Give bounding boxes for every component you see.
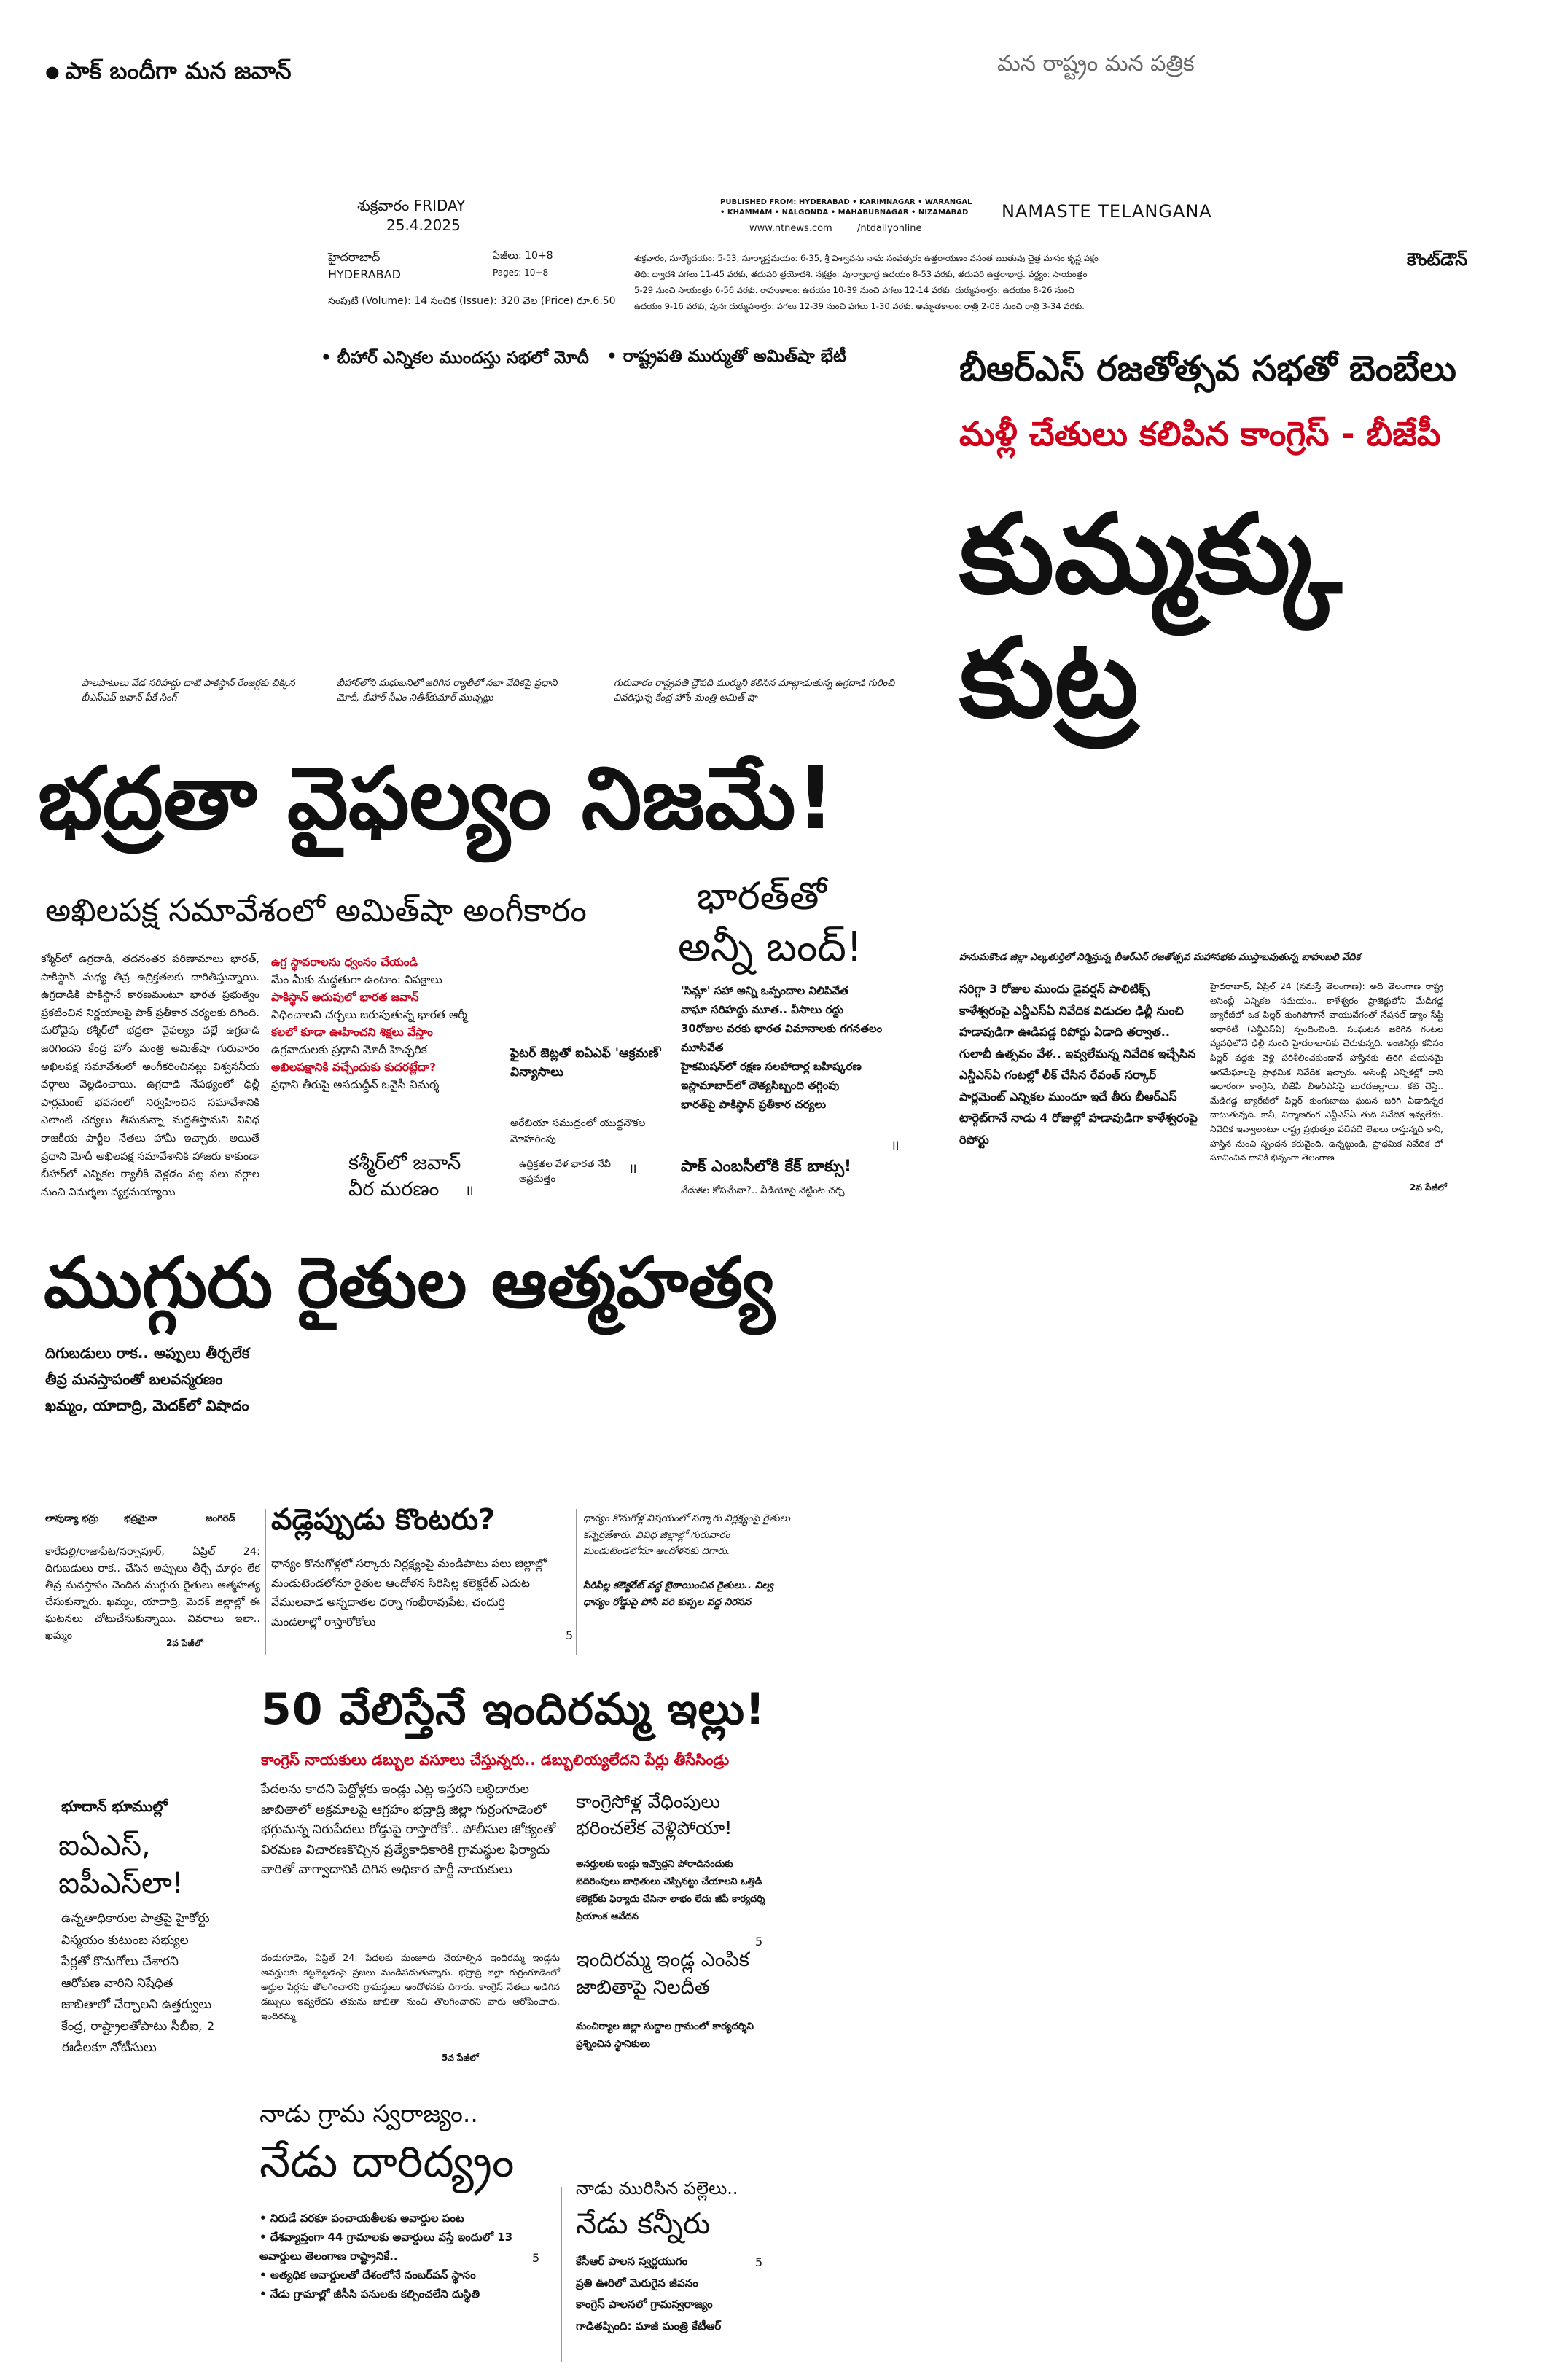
published-from-2: • KHAMMAM • NALGONDA • MAHABUBNAGAR • NIZAMABAD — [720, 208, 969, 216]
victim-name: లావుడ్యా భద్రు — [45, 1513, 99, 1524]
lower-left-jump[interactable]: 2వ పేజీలో — [166, 1638, 203, 1648]
indiramma-headline: 50 వేలిస్తేనే ఇందిరమ్మ ఇల్లు! — [261, 1684, 766, 1735]
villages-line: ప్రతి ఊరిలో మెరుగైన జీవనం — [576, 2276, 698, 2290]
bharat-headline-2: అన్నీ బంద్! — [678, 924, 863, 971]
countdown-label: కౌంట్‌డౌన్ — [1407, 249, 1468, 270]
almanac — [634, 250, 1232, 314]
villages-line: కాంగ్రెస్ పాలనలో గ్రామస్వరాజ్యం — [576, 2298, 713, 2311]
fighter-note: ఉద్రిక్తతల వేళ భారత నేవీ అప్రమత్తం — [519, 1159, 611, 1185]
city-en: HYDERABAD — [328, 268, 401, 281]
lead-subhead: మళ్లీ చేతులు కలిపిన కాంగ్రెస్ - బీజేపీ — [959, 414, 1441, 453]
bharat-point: భారత్‌పై పాకిస్థాన్ ప్రతీకార చర్యలు — [681, 1098, 827, 1111]
paper-name: NAMASTE TELANGANA — [1002, 201, 1212, 222]
paddy-right-bold: సిరిసిల్ల కలెక్టరేట్ వద్ద బైఠాయించిన రైతులు.. నిల్వ ధాన్యం రోడ్డుపై పోసి వరి కుప్పల వద్ద నిరసన — [583, 1580, 773, 1608]
gram-bullet: • నిరుడే వరకూ పంచాయతీలకు అవార్డుల పంట — [260, 2209, 551, 2228]
column-divider — [576, 1509, 577, 1655]
victim-name: జంగిరెడ్ — [206, 1513, 236, 1524]
paddy-headline: వడ్లెప్పుడు కొంటరు? — [271, 1503, 496, 1537]
index-item[interactable]: • రాష్ట్రపతి ముర్ముతో అమిత్‌షా భేటీ — [606, 347, 846, 370]
lead-col1: సరిగ్గా 3 రోజుల ముందు డైవర్షన్ పాలిటిక్స్ కాళేశ్వరంపై ఎన్డీఎస్‌ఏ నివేదిక విడుదల ఢిల్లీ నుంచి హడావుడిగా ఊడిపడ్డ రిపోర్టు ఏడాది తర్వాత.. గులాబీ ఉత్సవం వేళ.. ఇవ్వలేమన్న నివేదిక ఇచ్చేసిన ఎన్డీఎస్‌ఏ గంటల్లో లీక్ చేసిన రేవంత్ సర్కార్ పార్లమెంట్ ఎన్నికల ముందూ ఇదే తీరు బీఆర్‌ఎస్ టార్గెట్‌గానే నాడు 4 రోజుల్లో హడావుడిగా కాళేశ్వరంపై రిపోర్టు — [959, 982, 1198, 1147]
mid-line: ప్రధాని తీరుపై అసదుద్దీన్ ఒవైసీ విమర్శ — [271, 1078, 440, 1091]
page-ref: 2 — [207, 2019, 215, 2033]
page-ref: 5 — [566, 1628, 574, 1642]
security-headline: భద్రతా వైఫల్యం నిజమే! — [38, 748, 835, 848]
masthead-tagline: మన రాష్ట్రం మన పత్రిక — [997, 51, 1195, 77]
indiramma-body-small: దండుగూడెం, ఏప్రిల్ 24: పేదలకు మంజూరు చేయాల్సిన ఇందిరమ్మ ఇండ్లను అనర్హులకు కట్టబెట్టడంపై ప్రజలు మండిపడుతున్నారు. భద్రాద్రి జిల్లా గుర్రంగూడెంలో అర్హుల పేర్లను తొలగించారని గ్రామస్థులు ఆందోళనకు దిగారు. కాంగ్రెస్ నేతలు అడిగిన డబ్బులు ఇవ్వలేదని తమను జాబితా నుంచి తొలగించారని వారు ఆరోపించారు. ఇందిరమ్మ — [261, 1952, 560, 2021]
farmers-headline: ముగ్గురు రైతుల ఆత్మహత్య — [44, 1242, 775, 1324]
almanac-line: తిథి: ద్వాదశి పగలు 11-45 వరకు, తదుపరి త్రయోదశి. నక్షత్రం: పూర్వాభాద్ర ఉదయం 8-53 వరకు, తదుపరి ఉత్తరాభాద్ర. వర్జ్యం: సాయంత్రం — [634, 269, 1088, 279]
indiramma-right-body: అనర్హులకు ఇండ్లు ఇవ్వొద్దని పోరాడినందుకు బెదిరింపులు బాధితులు చెప్పినట్టు చేయాలని ఒత్తిడి కలెక్టర్‌కు ఫిర్యాదు చేసినా లాభం లేదు జీపీ కార్యదర్శి ప్రియాంక ఆవేదన — [576, 1859, 765, 1922]
farmers-sub: తీవ్ర మనస్తాపంతో బలవన్మరణం — [45, 1370, 223, 1388]
paddy-right-intro: ధాన్యం కొనుగోళ్ల విషయంలో సర్కారు నిర్లక్ష్యంపై రైతులు కన్నెర్రజేశారు. వివిధ జిల్లాల్లో గురువారం మండుటెండలోనూ ఆందోళనకు దిగారు. — [583, 1513, 790, 1558]
farmers-sub: దిగుబడులు రాక.. అప్పులు తీర్చలేక — [45, 1344, 250, 1362]
lead-kicker: బీఆర్‌ఎస్ రజతోత్సవ సభతో బెంబేలు — [959, 348, 1456, 389]
page-ref: II — [892, 1139, 900, 1152]
villages-line: కేసీఆర్ పాలన స్వర్ణయుగం — [576, 2255, 688, 2268]
page-ref: 5 — [755, 1935, 763, 1948]
bhoodan-body: ఉన్నతాధికారుల పాత్రపై హైకోర్టు విస్మయం కుటుంబ సభ్యుల పేర్లతో కొనుగోలు చేశారని ఆరోపణ వారిని నిషేధిత జాబితాలో చేర్చాలని ఉత్తర్వులు కేంద్ర, రాష్ట్రాలతోపాటు సీబీఐ, ఈడీలకూ నోటీసులు — [61, 1911, 212, 2055]
volume-line: సంపుటి (Volume): 14 సంచిక (Issue): 320 వెల (Price) రూ.6.50 — [328, 295, 616, 307]
bharat-points — [681, 981, 900, 1114]
fighter-body: అరేబియా సముద్రంలో యుద్ధనౌకల మోహరింపు — [510, 1117, 646, 1145]
lead-photo-caption: హనుమకొండ జిల్లా ఎల్కతుర్తిలో నిర్మిస్తున్న బీఆర్‌ఎస్ రజతోత్సవ మహాసభకు ముస్తాబవుతున్న బాహుబలి వేదిక — [959, 952, 1361, 963]
fighter-head: ఫైటర్ జెట్లతో ఐఏఎఫ్ 'ఆక్రమణ్' విన్యాసాలు — [510, 1046, 663, 1080]
pak-embassy-sub: వేడుకల కోసమేనా?.. వీడియోపై నెట్టింట చర్చ — [681, 1185, 845, 1196]
social-handle[interactable]: /ntdailyonline — [857, 223, 922, 234]
bhoodan-kicker: భూదాన్ భూముల్లో — [61, 1798, 168, 1815]
security-middle-col — [271, 953, 504, 1093]
bharat-point: 30రోజుల వరకు భారత విమానాలకు గగనతలం మూసివేత — [681, 1022, 883, 1054]
paddy-body: ధాన్యం కొనుగోళ్లలో సర్కారు నిర్లక్ష్యంపై మండిపాటు పలు జిల్లాల్లో మండుటెండలోనూ రైతుల ఆందోళన సిరిసిల్ల కలెక్టరేట్ ఎదుట వేములవాడ అన్నదాతల ధర్నా గంభీరావుపేట, చందుర్తి మండలాల్లో రాస్తారోకోలు — [271, 1557, 547, 1628]
pak-embassy-head: పాక్ ఎంబసీలోకి కేక్ బాక్సు! — [681, 1158, 852, 1176]
villages-headline: నేడు కన్నీరు — [576, 2207, 711, 2241]
city-te: హైదరాబాద్ — [328, 250, 381, 264]
gram-bullet: • దేశవ్యాప్తంగా 44 గ్రామాలకు అవార్డులు వస్తే ఇందులో 13 అవార్డులు తెలంగాణ రాష్ట్రానికే.. — [260, 2228, 551, 2266]
mid-line: మేం మీకు మద్దతుగా ఉంటాం: విపక్షాలు — [271, 973, 442, 986]
photo-caption: పాలపాటులు వేడ సరిహద్దు దాటి పాకిస్థాన్ రేంజర్లకు చిక్కిన బీఎస్‌ఎఫ్ జవాన్ పీకే సింగ్ — [82, 678, 295, 703]
red-bullet: ఉగ్ర స్థావరాలను ధ్వంసం చేయండి — [271, 956, 418, 969]
page-ref: 5 — [532, 2251, 540, 2265]
page-ref: 5 — [755, 2255, 763, 2269]
security-subhead: అఖిలపక్ష సమావేశంలో అమిత్‌షా అంగీకారం — [45, 892, 587, 929]
indiramma-right2-head: ఇందిరమ్మ ఇండ్ల ఎంపిక జాబితాపై నిలదీత — [576, 1948, 749, 1999]
security-body: కశ్మీర్‌లో ఉగ్రదాడి, తదనంతర పరిణామాలు భారత్, పాకిస్థాన్ మధ్య తీవ్ర ఉద్రిక్తతలకు దారితీస్తున్నాయి. ఉగ్రదాడికి పాకిస్థానే కారణమంటూ భారత ప్రభుత్వం ప్రకటించిన నిర్ణయాలపై పాక్ ప్రతీకార చర్యలకు దిగింది. మరోవైపు కశ్మీర్‌లో భద్రతా వైఫల్యం వల్లే ఉగ్రదాడి జరిగిందని కేంద్ర హోం మంత్రి అమిత్‌షా గురువారం అఖిలపక్ష సమావేశంలో అంగీకరించినట్లు విశ్వసనీయ వర్గాలు వెల్లడించాయి. ఉగ్రదాడి నేపథ్యంలో ఢిల్లీ పార్లమెంట్ భవనంలో నిర్వహించిన సమావేశానికి ఎలాంటి చర్యలు తీసుకున్నా మద్దతిస్తామని వివిధ రాజకీయ పార్టీల నేతలు హామీ ఇచ్చారు. అయితే ప్రధాని మోదీ అఖిలపక్ష సమావేశానికి హాజరు కాకుండా బీహార్‌లో ఎన్నికల ర్యాలీకి వెళ్లడం పట్ల పలు వర్గాల నుంచి విమర్శలు వ్యక్తమయ్యాయి — [41, 953, 260, 1198]
page-ref: II — [630, 1162, 637, 1176]
website-link[interactable]: www.ntnews.com — [749, 223, 832, 234]
villages-line: గాడితప్పింది: మాజీ మంత్రి కేటీఆర్ — [576, 2319, 722, 2333]
bharat-point: హైకమిషన్‌లో రక్షణ సలహాదార్ల బహిష్కరణ — [681, 1060, 862, 1073]
lead-jump[interactable]: 2వ పేజీలో — [1410, 1182, 1447, 1193]
bharat-headline-1: భారత్‌తో — [697, 875, 827, 918]
gram-bullets — [260, 2209, 551, 2303]
pages-en: Pages: 10+8 — [493, 268, 549, 278]
villages-kicker: నాడు మురిసిన పల్లెలు.. — [576, 2178, 738, 2198]
lead-headline: కుమ్మక్కు కుట్ర — [959, 491, 1342, 742]
almanac-line: ఉదయం 9-16 వరకు, పునః దుర్ముహూర్తం: పగలు 12-39 నుంచి పగలు 1-30 వరకు. అమృతకాలం: రాత్రి 2-08 నుంచి రాత్రి 3-34 వరకు. — [634, 301, 1085, 311]
kashmir-head: కశ్మీర్‌లో జవాన్ వీర మరణం — [348, 1152, 461, 1201]
gram-bullet: • నేడు గ్రామాల్లో జీసీసి పనులకు కల్పించలేని దుస్థితి — [260, 2285, 551, 2303]
victim-name: భద్రమైనా — [124, 1513, 158, 1524]
column-divider — [561, 2187, 562, 2362]
masthead-day: శుక్రవారం FRIDAY — [357, 197, 466, 214]
column-divider — [265, 1509, 266, 1655]
red-bullet: కలలో కూడా ఊహించని శిక్షలు వేస్తాం — [271, 1026, 433, 1039]
photo-caption: బీహార్‌లోని మధుబనిలో జరిగిన ర్యాలీలో సభా వేదికపై ప్రధాని మోదీ, బీహార్ సీఎం నితీశ్‌కుమార్ ముచ్చట్లు — [337, 678, 558, 703]
top-teaser[interactable]: ● పాక్ బందీగా మన జవాన్ — [45, 57, 292, 90]
indiramma-jump[interactable]: 5వ పేజీలో — [442, 2053, 479, 2063]
red-bullet: అఖిలపక్షానికి వచ్చేందుకు కుదరట్లేదా? — [271, 1061, 436, 1074]
lead-col2: హైదరాబాద్, ఏప్రిల్ 24 (నమస్తే తెలంగాణ): అది తెలంగాణ రాష్ట్ర అసెంబ్లీ ఎన్నికల సమయం.. కాళేశ్వరం ప్రాజెక్టులోని మేడిగడ్డ బ్యారేజీలో ఒక పిల్లర్ కుంగిపోగానే వాయువేగంతో నేషనల్ డ్యాం సేఫ్టీ అథారిటీ (ఎన్డీఎస్‌ఏ) స్పందించింది. సంఘటన జరిగిన గంటల వ్యవధిలోనే ఢిల్లీ నుంచి హైదరాబాద్‌కు చేరుకున్నది. ఇంజినీర్లు కనీసం పిల్లర్ వద్దకు వెళ్లి పరిశీలించకుండానే హస్తినకు తిరిగి పయనమై ఆగమేఘాలపై ప్రాథమిక నివేదిక ఇచ్చారు. అసెంబ్లీ ఎన్నికల్లో దాని ఆధారంగా కాంగ్రెస్, బీజేపీ బీఆర్‌ఎస్‌పై బురదజల్లాయి. కట్ చేస్తే.. మేడిగడ్డ బ్యారేజీలో పిల్లర్ కుంగుబాటు ఘటన జరిగి ఏడాదిన్నర దాటుతున్నది. కానీ, నిర్మాణరంగ ఎన్డీఎస్‌ఏ తుది నివేదిక ఇవ్వలేదు. నివేదిక ఇవ్వాలంటూ రాష్ట్ర ప్రభుత్వం పదేపదే లేఖలు రాస్తున్నది కానీ, హస్తిన నుంచి స్పందన కరువైంది. ఉన్నట్టుండి, ప్రాథమిక నివేదిక లో సూచించిన దానికి భిన్నంగా తెలంగాణ — [1210, 981, 1443, 1163]
indiramma-subhead: కాంగ్రెస్ నాయకులు డబ్బుల వసూలు చేస్తున్నరు.. డబ్బులియ్యలేదని పేర్లు తీసేసిండ్రు — [261, 1751, 730, 1768]
almanac-line: 5-29 నుంచి సాయంత్రం 6-56 వరకు. రాహుకాలం: ఉదయం 10-39 నుంచి పగలు 12-14 వరకు. దుర్ముహూర్తం: ఉదయం 8-26 నుంచి — [634, 285, 1074, 295]
red-bullet: పాకిస్థాన్ అదుపులో భారత జవాన్ — [271, 991, 419, 1004]
villages-body — [576, 2251, 765, 2337]
bhoodan-headline: ఐఏఎస్, ఐపీఎస్‌లా! — [58, 1829, 184, 1900]
indiramma-right2-body: మంచిర్యాల జిల్లా సుద్దాల గ్రామంలో కార్యదర్శిని ప్రశ్నించిన స్థానికులు — [576, 2021, 754, 2050]
farmers-sub: ఖమ్మం, యాదాద్రి, మెదక్‌లో విషాదం — [45, 1397, 249, 1414]
bharat-point: 'సిమ్లా' సహా అన్ని ఒప్పందాల నిలిపివేత — [681, 984, 849, 997]
lower-left-body: కారేపల్లి/రాజాపేట/నర్సాపూర్, ఏప్రిల్ 24: దిగుబడులు రాక.. చేసిన అప్పులు తీర్చే మార్గం లేక తీవ్ర మనస్తాపం చెందిన ముగ్గురు రైతులు ఆత్మహత్య చేసుకున్నారు. ఖమ్మం, యాదాద్రి, మెదక్ జిల్లాల్లో ఈ ఘటనలు చోటుచేసుకున్నాయి. వివరాలు ఇలా.. ఖమ్మం — [45, 1546, 260, 1642]
gram-headline: నేడు దారిద్య్రం — [260, 2137, 515, 2188]
photo-caption: గురువారం రాష్ట్రపతి ద్రౌపది ముర్ముని కలిసిన మాట్లాడుతున్న ఉగ్రదాడి గురించి వివరిస్తున్న కేంద్ర హోం మంత్రి అమిత్ షా — [614, 678, 895, 703]
pages-te: పేజీలు: 10+8 — [493, 250, 553, 262]
gram-kicker: నాడు గ్రామ స్వరాజ్యం.. — [260, 2099, 478, 2128]
index-item[interactable]: • బీహార్ ఎన్నికల ముందస్తు సభలో మోదీ — [321, 348, 589, 372]
gram-bullet: • అత్యధిక అవార్డులతో దేశంలోనే నంబర్‌వన్ స్థానం — [260, 2266, 551, 2285]
bharat-point: ఇస్లామాబాద్‌లో దౌత్యసిబ్బంది తగ్గింపు — [681, 1079, 840, 1092]
bharat-point: వాఘా సరిహద్దు మూత.. వీసాలు రద్దు — [681, 1003, 844, 1016]
indiramma-right-head: కాంగ్రెసోళ్ల వేధింపులు భరించలేక వెళ్లిపోయా! — [576, 1791, 733, 1838]
page-ref: II — [467, 1184, 474, 1198]
indiramma-body-large: పేదలను కాదని పెద్దోళ్లకు ఇండ్లు ఎట్ల ఇస్తరని లబ్ధిదారుల జాబితాలో అక్రమాలపై ఆగ్రహం భద్రాద్రి జిల్లా గుర్రంగూడెంలో భగ్గుమన్న నిరుపేదలు రోడ్డుపై రాస్తారోకో.. పోలీసుల జోక్యంతో విరమణ విచారణకొచ్చిన ప్రత్యేకాధికారికి గ్రామస్థుల ఫిర్యాదు వారితో వాగ్వాదానికి దిగిన అధికార పార్టీ నాయకులు — [261, 1782, 556, 1877]
almanac-line: శుక్రవారం, సూర్యోదయం: 5-53, సూర్యాస్తమయం: 6-35, శ్రీ విశ్వావసు నామ సంవత్సరం ఉత్తరాయణం వసంత ఋతువు చైత్ర మాసం కృష్ణ పక్షం — [634, 253, 1099, 263]
farmers-subs — [45, 1340, 249, 1419]
masthead-date: 25.4.2025 — [386, 216, 461, 234]
mid-line: విధించాలని చర్చలు జరుపుతున్న భారత ఆర్మీ — [271, 1008, 467, 1021]
published-from-1: PUBLISHED FROM: HYDERABAD • KARIMNAGAR • WARANGAL — [720, 198, 972, 206]
mid-line: ఉగ్రవాదులకు ప్రధాని మోదీ హెచ్చరిక — [271, 1043, 427, 1056]
